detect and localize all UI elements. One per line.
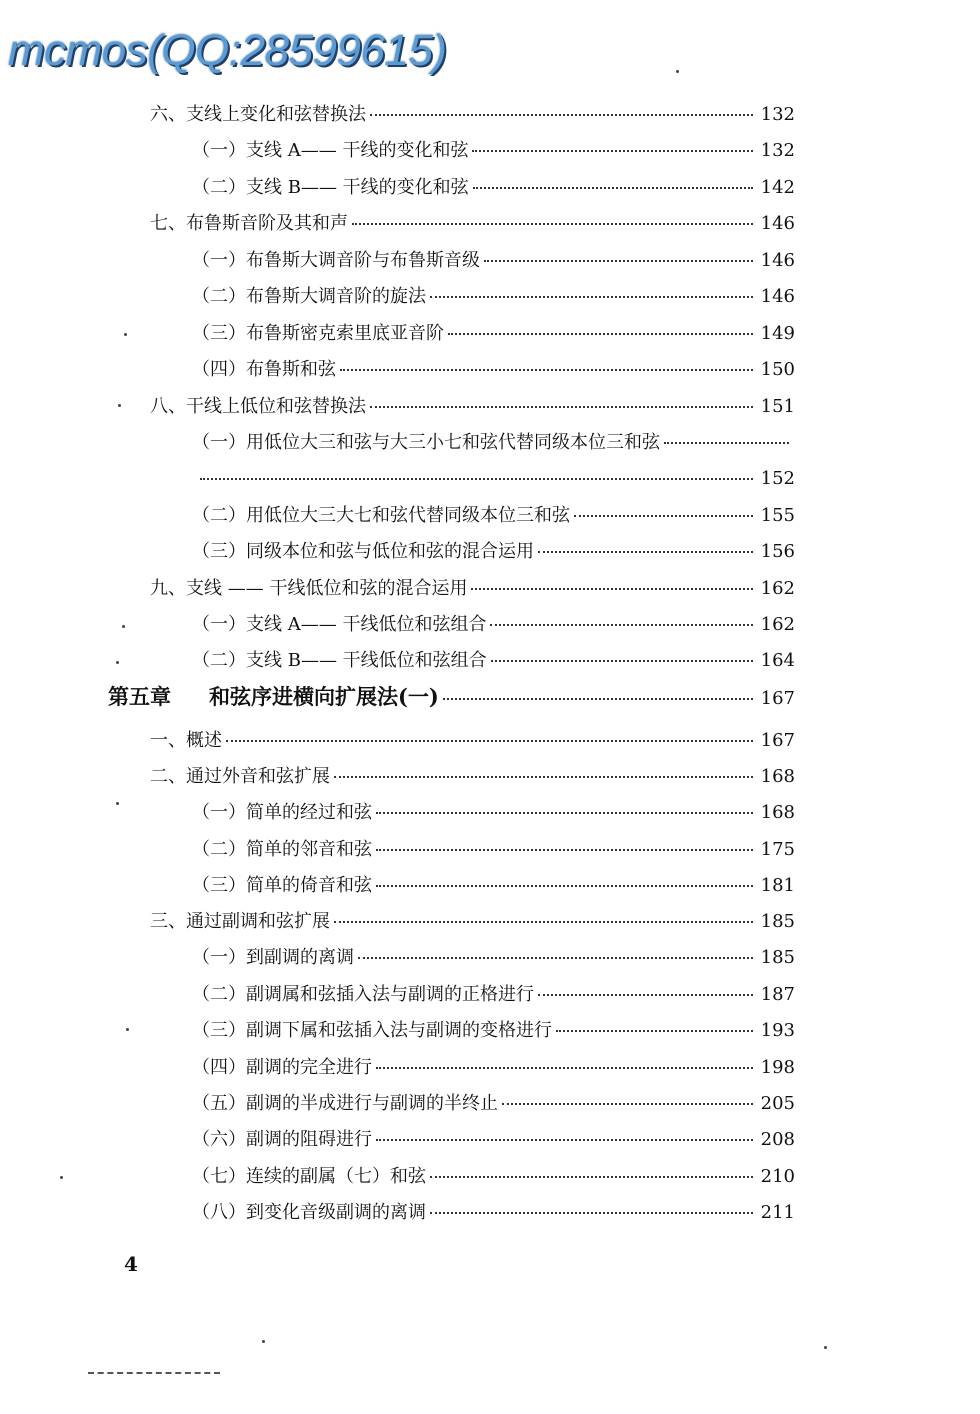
- toc-entry: [192, 540, 795, 564]
- scan-speck: [118, 404, 121, 407]
- toc-entry-page: 152: [760, 468, 795, 489]
- toc-entry: [192, 1092, 795, 1116]
- toc-entry-title: （二）布鲁斯大调音阶的旋法: [192, 286, 426, 307]
- toc-entry: [192, 322, 795, 346]
- toc-entry-page: 162: [760, 614, 795, 635]
- toc-entry-page: 151: [760, 396, 795, 417]
- toc-entry-continuation: [200, 467, 795, 491]
- toc-chapter-heading: [108, 685, 795, 711]
- toc-entry-page: 146: [760, 213, 795, 234]
- scan-speck: [126, 1028, 129, 1031]
- toc-entry: [192, 285, 795, 309]
- dot-leader: [226, 740, 753, 742]
- toc-entry-title: （三）简单的倚音和弦: [192, 875, 372, 896]
- scan-speck: [262, 1340, 265, 1343]
- toc-entry-title: （二）支线 B—— 干线低位和弦组合: [192, 650, 487, 671]
- toc-entry-page: 132: [760, 140, 795, 161]
- dot-leader: [443, 698, 753, 700]
- scan-speck: [676, 70, 679, 73]
- toc-entry-page: 185: [760, 947, 795, 968]
- chapter-number: 第五章: [108, 684, 171, 709]
- toc-entry: [150, 910, 795, 934]
- dot-leader: [376, 849, 753, 851]
- chapter-title: 和弦序进横向扩展法(一): [209, 684, 439, 709]
- toc-entry-title: （一）简单的经过和弦: [192, 802, 372, 823]
- toc-entry-page: 211: [760, 1202, 795, 1223]
- toc-entry: [150, 765, 795, 789]
- dot-leader: [376, 812, 753, 814]
- toc-entry: [150, 395, 795, 419]
- toc-entry-title: （二）副调属和弦插入法与副调的正格进行: [192, 984, 534, 1005]
- toc-entry: [192, 139, 795, 163]
- toc-entry: [192, 1019, 795, 1043]
- toc-entry: [192, 649, 795, 673]
- toc-entry-title: （七）连续的副属（七）和弦: [192, 1166, 426, 1187]
- toc-entry-title: 六、支线上变化和弦替换法: [150, 104, 366, 125]
- toc-entry: [192, 504, 795, 528]
- dot-leader: [334, 921, 753, 923]
- toc-entry-page: 205: [760, 1093, 795, 1114]
- toc-entry-title: （一）布鲁斯大调音阶与布鲁斯音级: [192, 250, 480, 271]
- toc-entry-title: （一）用低位大三和弦与大三小七和弦代替同级本位三和弦: [192, 432, 660, 453]
- toc-entry-page: 175: [760, 839, 795, 860]
- toc-entry-page: 193: [760, 1020, 795, 1041]
- dot-leader: [538, 551, 753, 553]
- toc-entry-title: （三）同级本位和弦与低位和弦的混合运用: [192, 541, 534, 562]
- toc-entry-page: 149: [760, 323, 795, 344]
- toc-entry-title: 三、通过副调和弦扩展: [150, 911, 330, 932]
- toc-entry-title: （八）到变化音级副调的离调: [192, 1202, 426, 1223]
- toc-entry-page: 185: [760, 911, 795, 932]
- scan-edge-line: [88, 1372, 220, 1374]
- toc-entry: [150, 212, 795, 236]
- dot-leader: [376, 885, 753, 887]
- toc-entry: [192, 1165, 795, 1189]
- dot-leader: [430, 1176, 753, 1178]
- toc-entry-page: 164: [760, 650, 795, 671]
- toc-entry-title: 七、布鲁斯音阶及其和声: [150, 213, 348, 234]
- scan-speck: [124, 333, 127, 336]
- dot-leader: [430, 1212, 753, 1214]
- dot-leader: [664, 442, 789, 444]
- dot-leader: [200, 478, 753, 480]
- toc-entry: [192, 249, 795, 273]
- toc-entry: [192, 431, 795, 455]
- dot-leader: [502, 1103, 753, 1105]
- dot-leader: [376, 1139, 753, 1141]
- scan-speck: [116, 802, 119, 805]
- toc-entry-title: （一）支线 A—— 干线的变化和弦: [192, 140, 469, 161]
- toc-entry: [192, 613, 795, 637]
- toc-entry: [192, 358, 795, 382]
- dot-leader: [473, 187, 753, 189]
- toc-entry-page: 167: [760, 688, 795, 709]
- toc-entry-page: 208: [760, 1129, 795, 1150]
- scan-speck: [60, 1176, 63, 1179]
- toc-entry-title: 八、干线上低位和弦替换法: [150, 396, 366, 417]
- toc-entry: [192, 946, 795, 970]
- scan-speck: [824, 1346, 827, 1349]
- dot-leader: [490, 624, 753, 626]
- toc-entry-title: （二）用低位大三大七和弦代替同级本位三和弦: [192, 505, 570, 526]
- toc-entry-title: （二）支线 B—— 干线的变化和弦: [192, 177, 469, 198]
- toc-entry-page: 146: [760, 286, 795, 307]
- toc-entry-title: （四）布鲁斯和弦: [192, 359, 336, 380]
- toc-entry-title: （一）支线 A—— 干线低位和弦组合: [192, 614, 487, 635]
- toc-entry-page: 168: [760, 802, 795, 823]
- toc-entry-page: 168: [760, 766, 795, 787]
- dot-leader: [556, 1030, 753, 1032]
- dot-leader: [370, 114, 753, 116]
- toc-entry: [192, 838, 795, 862]
- dot-leader: [430, 296, 753, 298]
- toc-entry: [150, 729, 795, 753]
- toc-entry-title: （三）副调下属和弦插入法与副调的变格进行: [192, 1020, 552, 1041]
- dot-leader: [448, 333, 753, 335]
- toc-entry-title: 二、通过外音和弦扩展: [150, 766, 330, 787]
- toc-entry: [192, 176, 795, 200]
- dot-leader: [352, 223, 753, 225]
- toc-entry-title: （二）简单的邻音和弦: [192, 839, 372, 860]
- toc-entry: [192, 1201, 795, 1225]
- toc-entry: [192, 874, 795, 898]
- toc-entry: [150, 577, 795, 601]
- toc-entry-page: 187: [760, 984, 795, 1005]
- toc-entry-title: （四）副调的完全进行: [192, 1057, 372, 1078]
- toc-entry-title: （三）布鲁斯密克索里底亚音阶: [192, 323, 444, 344]
- toc-entry-page: 181: [760, 875, 795, 896]
- toc-entry-title: （一）到副调的离调: [192, 947, 354, 968]
- dot-leader: [484, 260, 753, 262]
- dot-leader: [574, 515, 753, 517]
- dot-leader: [471, 588, 753, 590]
- toc-entry: [192, 983, 795, 1007]
- toc-entry-page: 155: [760, 505, 795, 526]
- toc-entry-page: 150: [760, 359, 795, 380]
- toc-entry-page: 198: [760, 1057, 795, 1078]
- scan-speck: [116, 661, 119, 664]
- watermark-text: mcmos(QQ:28599615): [8, 26, 447, 75]
- toc-entry-page: 156: [760, 541, 795, 562]
- page-number: 4: [124, 1252, 138, 1276]
- toc-entry: [192, 1128, 795, 1152]
- toc-entry-page: 146: [760, 250, 795, 271]
- dot-leader: [538, 994, 753, 996]
- toc-entry-page: 132: [760, 104, 795, 125]
- dot-leader: [370, 406, 753, 408]
- toc-entry-title: 九、支线 —— 干线低位和弦的混合运用: [150, 578, 468, 599]
- dot-leader: [340, 369, 753, 371]
- dot-leader: [491, 660, 753, 662]
- toc-entry: [192, 801, 795, 825]
- toc-entry-title: 一、概述: [150, 730, 222, 751]
- toc-entry-page: 142: [760, 177, 795, 198]
- toc-entry-title: （五）副调的半成进行与副调的半终止: [192, 1093, 498, 1114]
- scan-speck: [122, 625, 125, 628]
- dot-leader: [358, 957, 753, 959]
- toc-entry-title: （六）副调的阻碍进行: [192, 1129, 372, 1150]
- toc-entry: [192, 1056, 795, 1080]
- dot-leader: [472, 150, 753, 152]
- toc-entry-page: 210: [760, 1166, 795, 1187]
- dot-leader: [334, 776, 753, 778]
- toc-entry-page: 162: [760, 578, 795, 599]
- toc-entry-page: 167: [760, 730, 795, 751]
- toc-entry: [150, 103, 795, 127]
- dot-leader: [376, 1067, 753, 1069]
